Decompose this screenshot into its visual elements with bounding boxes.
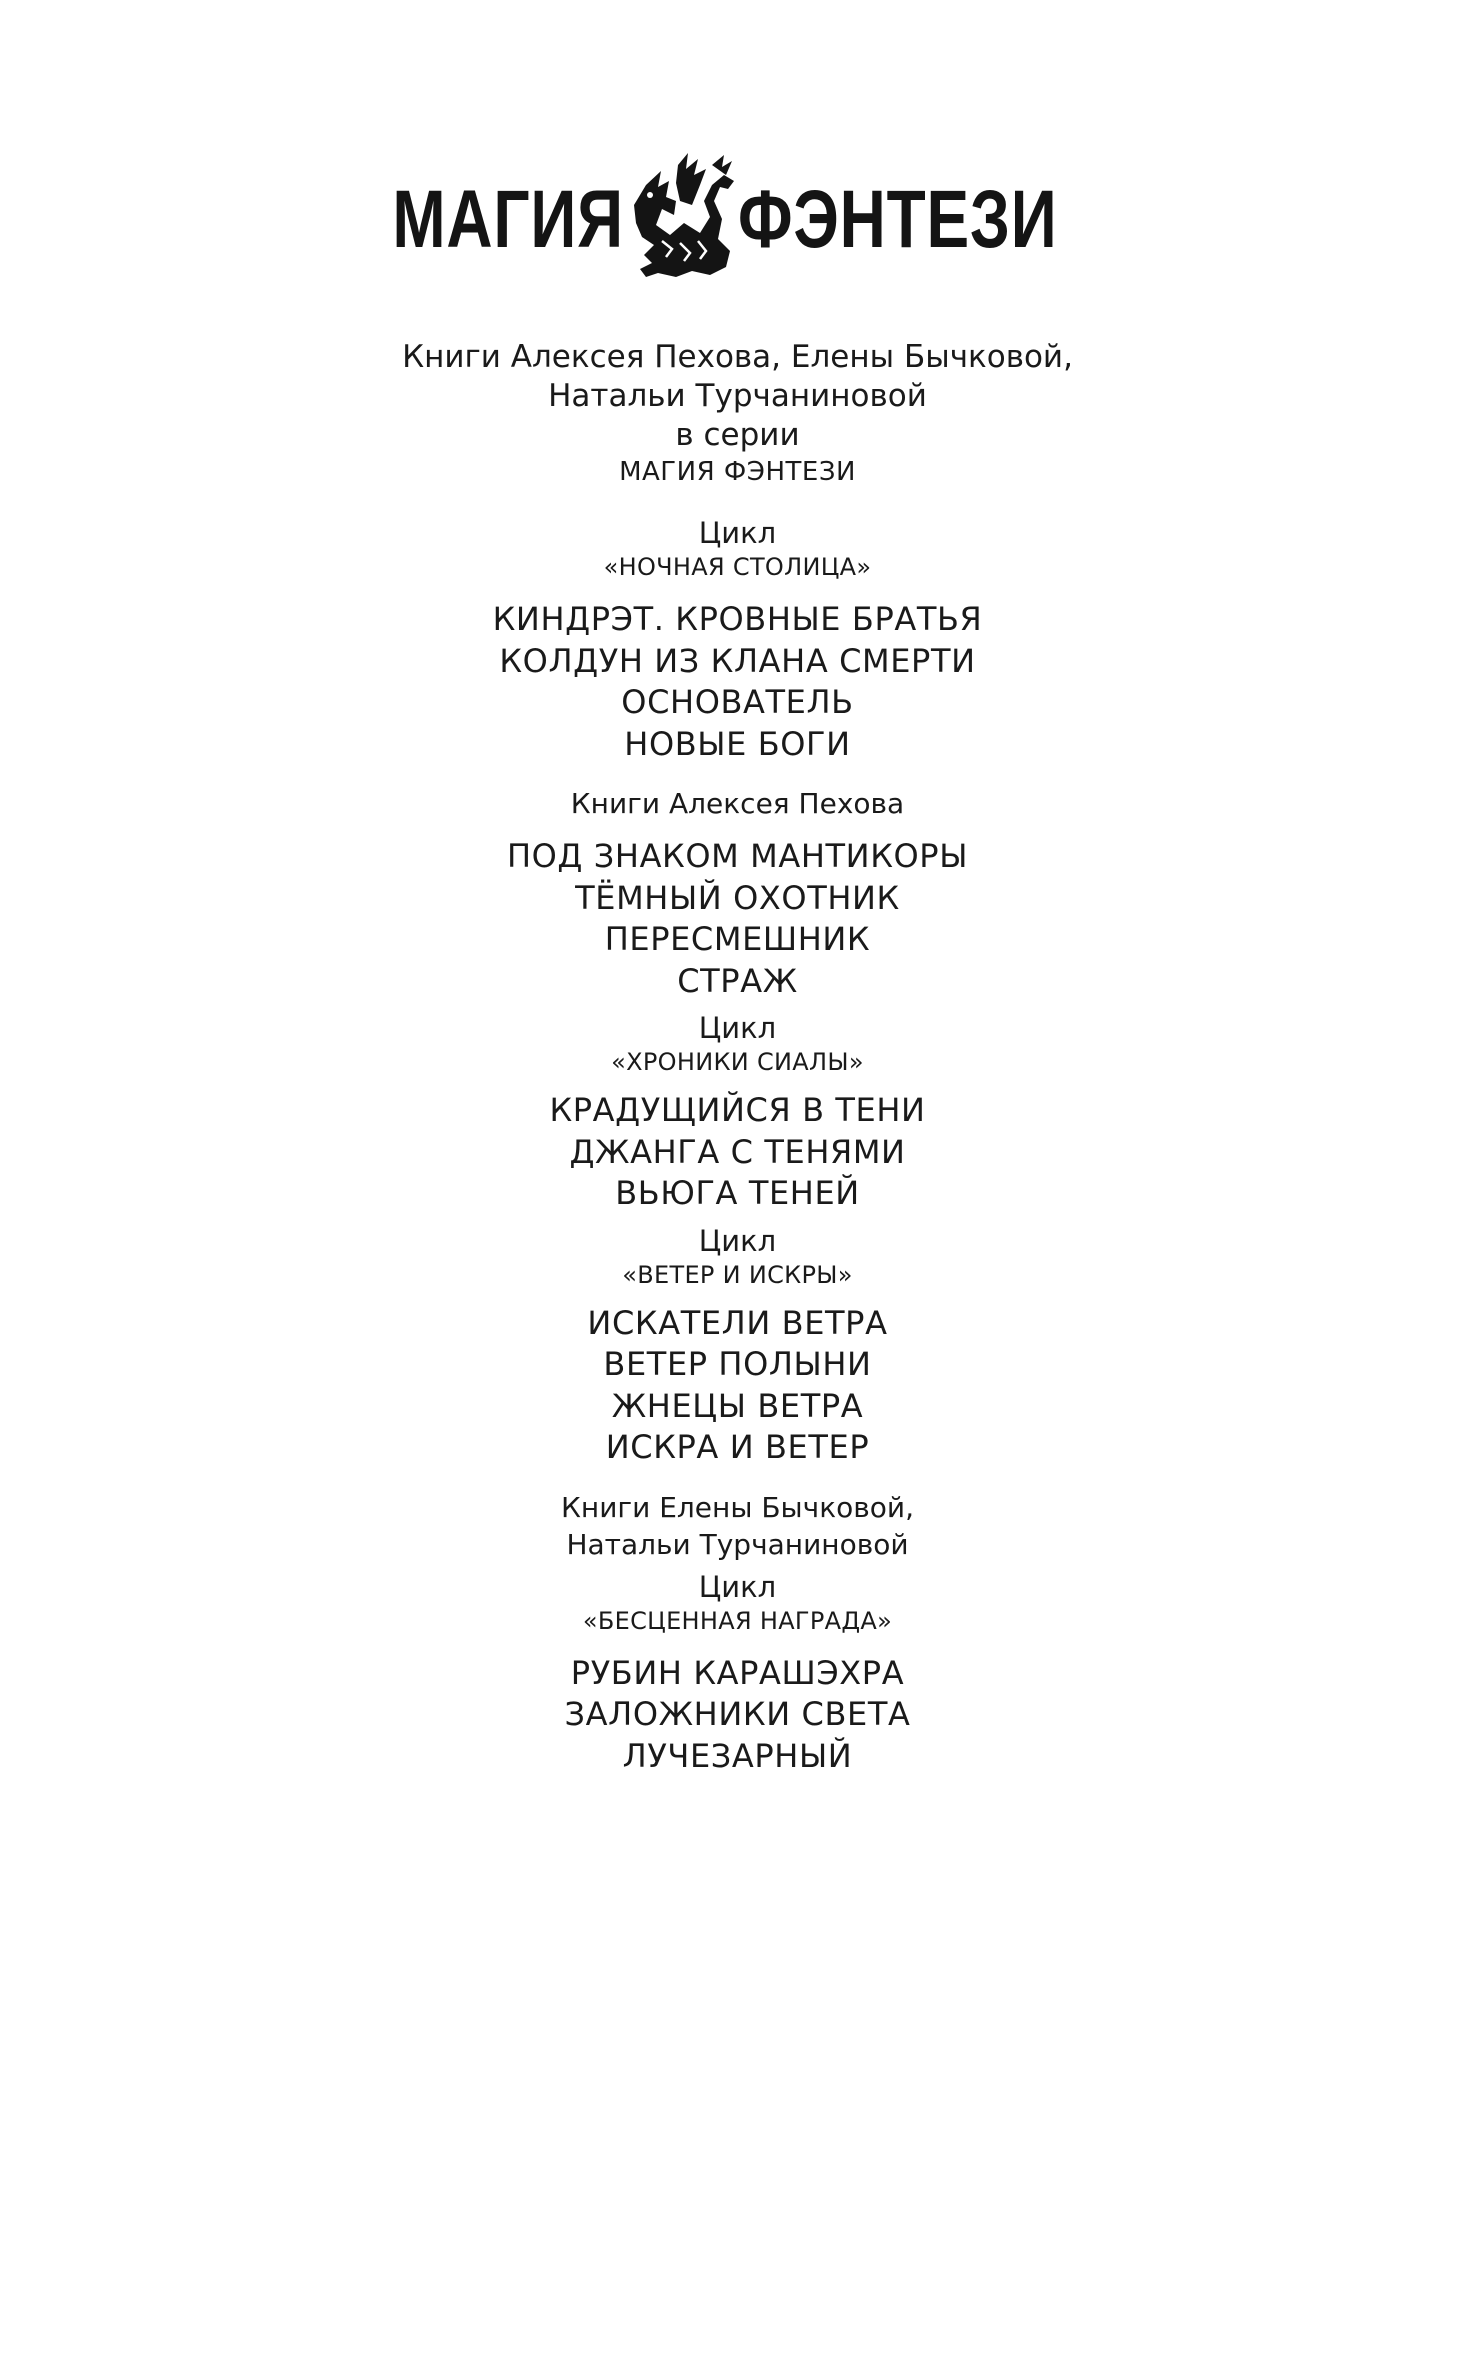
book-title: НОВЫЕ БОГИ	[624, 724, 851, 763]
intro-line-3: в серии	[675, 417, 800, 453]
series-name: МАГИЯ ФЭНТЕЗИ	[619, 457, 856, 487]
cycle-name: «БЕСЦЕННАЯ НАГРАДА»	[582, 1606, 893, 1635]
book-title: ОСНОВАТЕЛЬ	[621, 683, 854, 721]
cycle-wind-and-sparks	[0, 1223, 1475, 1469]
intro-line-1: Книги Алексея Пехова, Елены Бычковой,	[402, 339, 1073, 375]
book-title: ВЬЮГА ТЕНЕЙ	[615, 1174, 860, 1212]
book-title: ТЁМНЫЙ ОХОТНИК	[575, 878, 900, 917]
cycle-label: Цикл	[698, 516, 777, 550]
cycle-label: Цикл	[698, 1011, 777, 1045]
cycle-label: Цикл	[698, 1223, 777, 1258]
author-heading-line-1: Книги Елены Бычковой,	[561, 1490, 914, 1524]
book-title: ЗАЛОЖНИКИ СВЕТА	[564, 1695, 911, 1733]
series-logo	[0, 140, 1475, 300]
book-title: КИНДРЭТ. КРОВНЫЕ БРАТЬЯ	[492, 600, 983, 638]
book-title: ПЕРЕСМЕШНИК	[604, 920, 871, 958]
book-title: ПОД ЗНАКОМ МАНТИКОРЫ	[506, 837, 969, 875]
bychkova-books	[0, 1489, 1475, 1563]
book-title: КРАДУЩИЙСЯ В ТЕНИ	[549, 1091, 926, 1129]
book-title: ИСКРА И ВЕТЕР	[605, 1428, 870, 1466]
cycle-name: «ХРОНИКИ СИАЛЫ»	[611, 1048, 864, 1076]
cycle-name: «НОЧНАЯ СТОЛИЦА»	[603, 553, 872, 581]
author-heading-line-2: Натальи Турчаниновой	[566, 1527, 909, 1561]
cycle-priceless-reward	[0, 1569, 1475, 1778]
intro-line-2: Натальи Турчаниновой	[548, 378, 927, 414]
author-heading: Книги Алексея Пехова	[570, 787, 905, 820]
cycle-label: Цикл	[698, 1569, 777, 1604]
book-title: ДЖАНГА С ТЕНЯМИ	[569, 1132, 906, 1171]
book-title: ВЕТЕР ПОЛЫНИ	[603, 1345, 872, 1383]
book-title: СТРАЖ	[677, 961, 798, 1000]
pekhov-books	[0, 785, 1475, 1002]
dragon-icon	[606, 145, 756, 295]
book-title: ЖНЕЦЫ ВЕТРА	[611, 1386, 864, 1425]
logo-left-word: МАГИЯ	[392, 174, 625, 265]
book-title: ИСКАТЕЛИ ВЕТРА	[587, 1303, 888, 1342]
cycle-sialy-chronicles	[0, 1010, 1475, 1215]
book-list	[0, 338, 1475, 1777]
cycle-night-capital	[0, 515, 1475, 765]
cycle-name: «ВЕТЕР И ИСКРЫ»	[622, 1260, 853, 1289]
book-title: РУБИН КАРАШЭХРА	[570, 1653, 905, 1692]
book-title: КОЛДУН ИЗ КЛАНА СМЕРТИ	[499, 641, 976, 680]
book-title: ЛУЧЕЗАРНЫЙ	[622, 1736, 853, 1775]
logo-right-word: ФЭНТЕЗИ	[738, 174, 1058, 265]
